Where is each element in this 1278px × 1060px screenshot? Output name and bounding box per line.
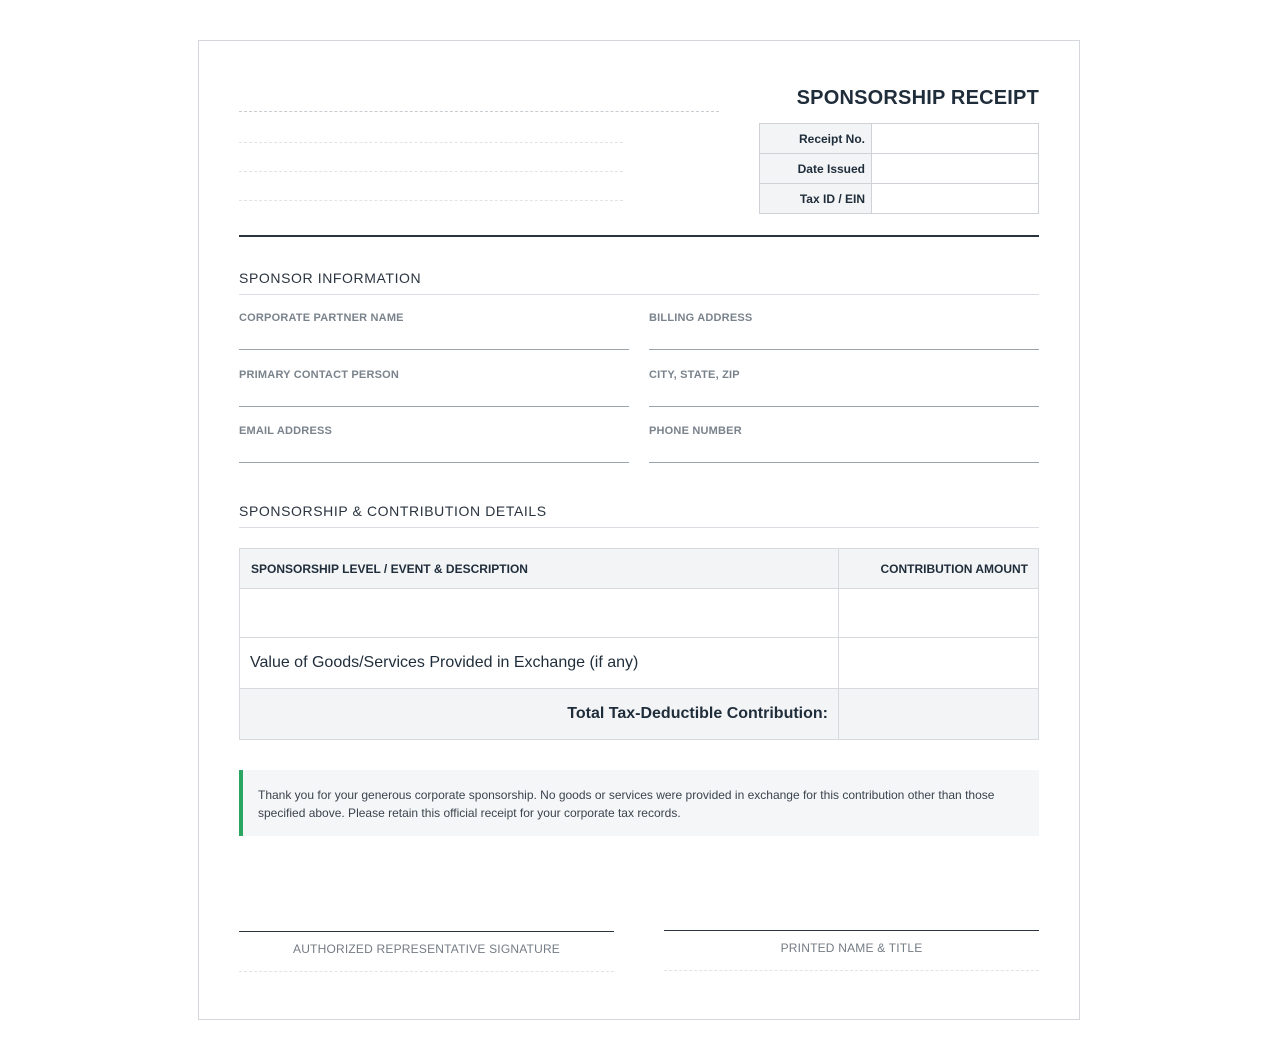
field-label: BILLING ADDRESS — [649, 312, 753, 324]
signature-block-left[interactable] — [239, 931, 614, 972]
field-label: CORPORATE PARTNER NAME — [239, 312, 404, 324]
phone-field[interactable] — [649, 425, 1039, 463]
email-field[interactable] — [239, 425, 629, 463]
printed-name-caption: PRINTED NAME & TITLE — [780, 941, 923, 955]
description-cell[interactable] — [240, 589, 839, 638]
partner-name-field[interactable] — [239, 312, 629, 350]
goods-services-label: Value of Goods/Services Provided in Exchange (if any) — [240, 638, 839, 689]
field-label: CITY, STATE, ZIP — [649, 369, 740, 381]
organization-address-line-1 — [239, 142, 623, 143]
tax-id-field[interactable] — [872, 184, 1039, 214]
table-header-row — [240, 549, 1039, 589]
organization-address-line-3 — [239, 200, 623, 201]
field-label: PRIMARY CONTACT PERSON — [239, 369, 400, 381]
field-label: PHONE NUMBER — [649, 425, 742, 437]
city-state-zip-field[interactable] — [649, 369, 1039, 407]
signature-underline — [239, 971, 614, 972]
col-description-header: SPONSORSHIP LEVEL / EVENT & DESCRIPTION — [240, 549, 839, 589]
organization-name-line — [239, 111, 719, 112]
goods-services-amount-cell[interactable] — [839, 638, 1039, 689]
meta-label: Receipt No. — [760, 124, 872, 154]
billing-address-field[interactable] — [649, 312, 1039, 350]
date-issued-field[interactable] — [872, 154, 1039, 184]
col-amount-header: CONTRIBUTION AMOUNT — [839, 549, 1039, 589]
table-row — [240, 589, 1039, 638]
field-label: EMAIL ADDRESS — [239, 425, 333, 437]
receipt-meta-table — [759, 123, 1039, 214]
total-label: Total Tax-Deductible Contribution: — [240, 689, 839, 740]
contact-person-field[interactable] — [239, 369, 629, 407]
table-row-total — [240, 689, 1039, 740]
meta-row-date-issued — [760, 154, 1039, 184]
total-amount-cell[interactable] — [839, 689, 1039, 740]
contribution-table — [239, 548, 1039, 740]
meta-row-tax-id — [760, 184, 1039, 214]
organization-address-line-2 — [239, 171, 623, 172]
meta-row-receipt-no — [760, 124, 1039, 154]
signature-block-right[interactable] — [664, 930, 1039, 971]
meta-label: Tax ID / EIN — [760, 184, 872, 214]
thank-you-note: Thank you for your generous corporate sponsorship. No goods or services were provided in exchange for this contribution other than those specified above. Please retain this official receipt for your corporate tax records. — [239, 770, 1039, 836]
sponsor-section-title: SPONSOR INFORMATION — [239, 270, 1039, 295]
details-section-title: SPONSORSHIP & CONTRIBUTION DETAILS — [239, 503, 1039, 528]
receipt-title: SPONSORSHIP RECEIPT — [796, 87, 1039, 109]
signature-caption: AUTHORIZED REPRESENTATIVE SIGNATURE — [292, 942, 561, 956]
meta-label: Date Issued — [760, 154, 872, 184]
table-row-goods — [240, 638, 1039, 689]
receipt-page — [198, 40, 1080, 1020]
receipt-no-field[interactable] — [872, 124, 1039, 154]
header-divider — [239, 235, 1039, 237]
printed-name-underline — [664, 970, 1039, 971]
amount-cell[interactable] — [839, 589, 1039, 638]
